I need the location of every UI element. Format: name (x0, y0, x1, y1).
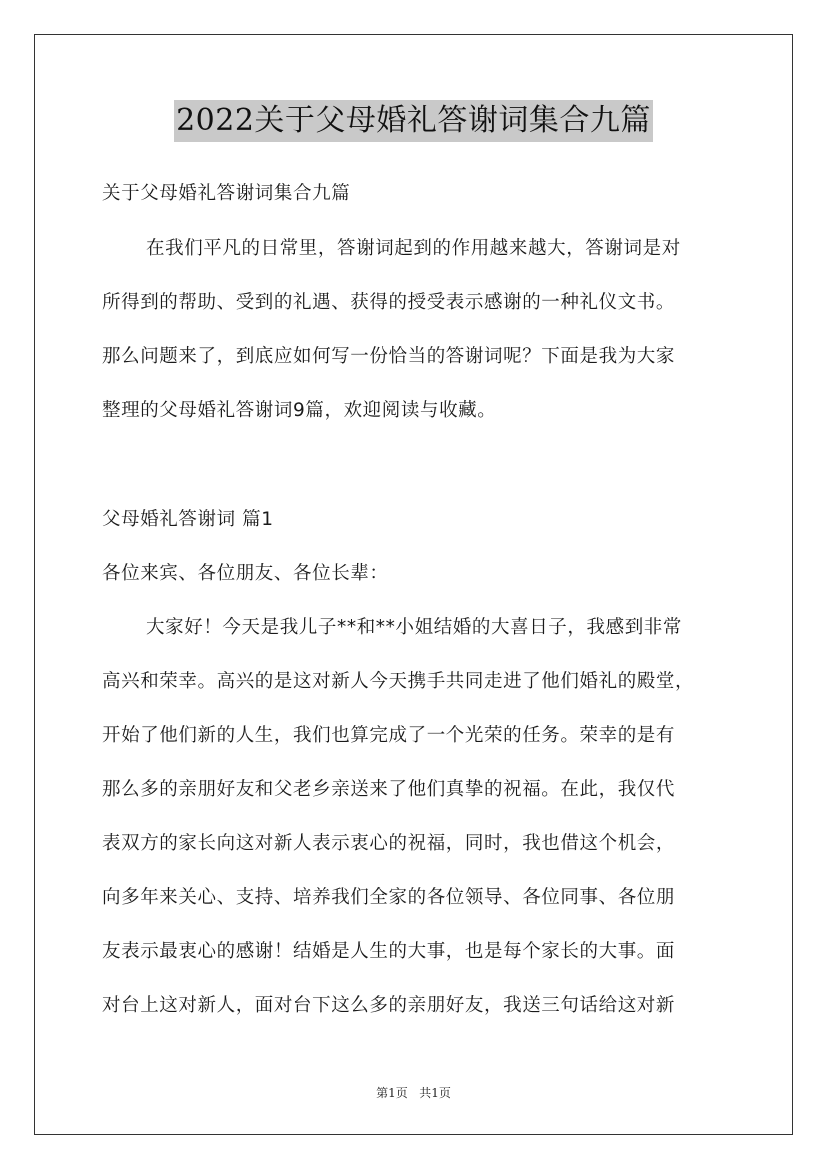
page-footer (0, 1084, 827, 1101)
document-title: 2022关于父母婚礼答谢词集合九篇 (174, 100, 653, 142)
title-container (0, 100, 827, 142)
paragraph-line: 表双方的家长向这对新人表示衷心的祝福，同时，我也借这个机会， (102, 833, 676, 854)
paragraph-line: 对台上这对新人，面对台下这么多的亲朋好友，我送三句话给这对新 (102, 995, 676, 1016)
page-total: 共1页 (419, 1086, 451, 1100)
paragraph-line: 那么问题来了，到底应如何写一份恰当的答谢词呢？下面是我为大家 (102, 346, 676, 367)
paragraph-line: 大家好！今天是我儿子**和**小姐结婚的大喜日子，我感到非常 (146, 617, 683, 638)
section-heading: 父母婚礼答谢词 篇1 (102, 509, 274, 530)
salutation-line: 各位来宾、各位朋友、各位长辈： (102, 563, 389, 584)
paragraph-line: 那么多的亲朋好友和父老乡亲送来了他们真挚的祝福。在此，我仅代 (102, 779, 676, 800)
page-number: 第1页 (376, 1086, 408, 1100)
paragraph-line: 开始了他们新的人生，我们也算完成了一个光荣的任务。荣幸的是有 (102, 725, 676, 746)
paragraph-line: 整理的父母婚礼答谢词9篇，欢迎阅读与收藏。 (102, 400, 497, 421)
paragraph-line: 所得到的帮助、受到的礼遇、获得的授受表示感谢的一种礼仪文书。 (102, 292, 676, 313)
paragraph-line: 高兴和荣幸。高兴的是这对新人今天携手共同走进了他们婚礼的殿堂， (102, 671, 695, 692)
paragraph-line: 友表示最衷心的感谢！结婚是人生的大事，也是每个家长的大事。面 (102, 941, 676, 962)
paragraph-line: 在我们平凡的日常里，答谢词起到的作用越来越大，答谢词是对 (146, 238, 681, 259)
subtitle-line: 关于父母婚礼答谢词集合九篇 (102, 183, 351, 204)
paragraph-line: 向多年来关心、支持、培养我们全家的各位领导、各位同事、各位朋 (102, 887, 676, 908)
